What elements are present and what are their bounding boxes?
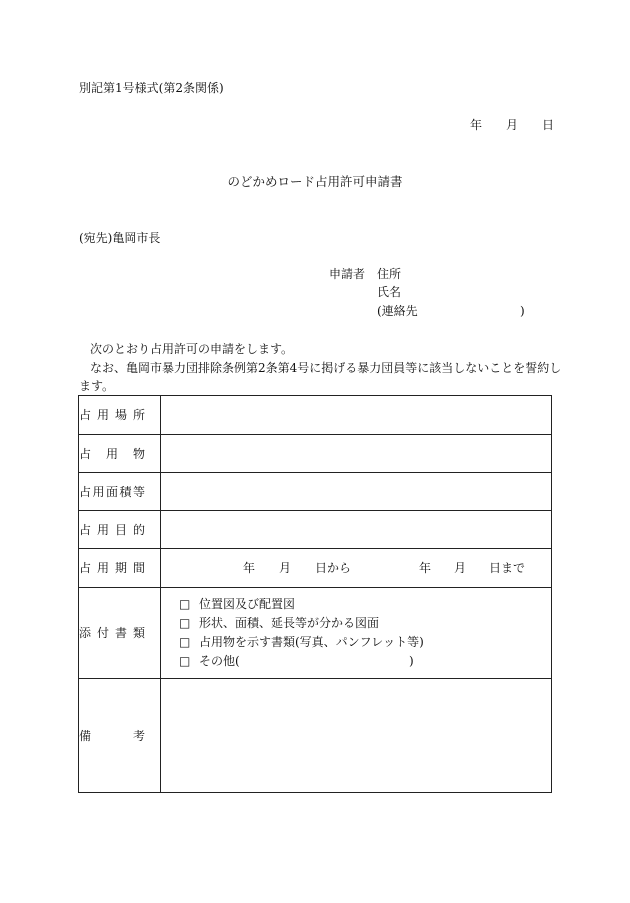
label-char: 添 xyxy=(79,626,92,640)
row-object xyxy=(79,435,552,473)
attachment-item[interactable] xyxy=(179,614,551,633)
period-year-1: 年 xyxy=(243,561,256,575)
checkbox-icon[interactable]: □ xyxy=(179,597,191,611)
label-attachments xyxy=(79,588,161,679)
period-from: 日から xyxy=(315,561,352,575)
value-object[interactable] xyxy=(161,435,552,473)
row-purpose xyxy=(79,511,552,549)
address-label: 住所 xyxy=(377,267,402,281)
row-attachments xyxy=(79,588,552,679)
row-area xyxy=(79,473,552,511)
label-location-text xyxy=(79,409,145,421)
checkbox-icon[interactable]: □ xyxy=(179,635,191,649)
label-char: 書 xyxy=(114,626,127,640)
label-char: 占 xyxy=(79,408,92,422)
contact-close-paren: ) xyxy=(520,304,525,318)
label-object xyxy=(79,435,161,473)
label-purpose xyxy=(79,511,161,549)
form-reference: 別記第1号様式(第2条関係) xyxy=(79,81,224,95)
label-char: 用 xyxy=(96,522,109,537)
label-char: 考 xyxy=(132,728,145,743)
attachment-item[interactable] xyxy=(179,633,551,652)
label-char: 物 xyxy=(132,446,145,461)
addressee: (宛先)亀岡市長 xyxy=(79,231,161,245)
label-char: 付 xyxy=(96,626,109,640)
application-table xyxy=(78,395,552,793)
label-period-text xyxy=(79,562,145,574)
label-char: 面 xyxy=(105,484,118,499)
label-char: 期 xyxy=(114,561,127,575)
value-remarks[interactable] xyxy=(161,679,552,793)
label-char: 所 xyxy=(132,408,145,422)
label-remarks-text xyxy=(79,730,145,742)
date-line xyxy=(470,119,554,131)
label-char: 等 xyxy=(132,484,145,499)
label-char: 的 xyxy=(132,522,145,537)
checkbox-icon[interactable]: □ xyxy=(179,654,191,668)
attachment-label: 形状、面積、延長等が分かる図面 xyxy=(199,616,380,630)
attachment-item[interactable] xyxy=(179,652,551,671)
attachment-label: その他( xyxy=(199,654,240,668)
applicant-label: 申請者 xyxy=(329,267,366,281)
value-area[interactable] xyxy=(161,473,552,511)
intro-line-1: 次のとおり占用許可の申請をします。 xyxy=(90,342,294,356)
value-purpose[interactable] xyxy=(161,511,552,549)
document-title: のどかめロード占用許可申請書 xyxy=(227,174,403,189)
date-day-label: 日 xyxy=(542,118,555,132)
intro-line-3: ます。 xyxy=(79,379,115,393)
label-char: 類 xyxy=(132,626,145,640)
period-year-2: 年 xyxy=(419,561,432,575)
date-month-label: 月 xyxy=(506,118,519,132)
attachment-label: 位置図及び配置図 xyxy=(199,597,296,611)
label-area xyxy=(79,473,161,511)
attachment-label: 占用物を示す書類(写真、パンフレット等) xyxy=(199,635,424,649)
date-year-label: 年 xyxy=(470,118,483,132)
intro-line-2: なお、亀岡市暴力団排除条例第2条第4号に掲げる暴力団員等に該当しないことを誓約し xyxy=(90,361,562,375)
label-char: 占 xyxy=(79,561,92,575)
label-char: 間 xyxy=(132,561,145,575)
label-char: 目 xyxy=(114,522,127,537)
contact-label: (連絡先 xyxy=(377,304,418,318)
period-month-1: 月 xyxy=(279,561,292,575)
label-period xyxy=(79,549,161,588)
label-attachments-text xyxy=(79,627,145,639)
label-purpose-text xyxy=(79,524,145,536)
label-location xyxy=(79,396,161,435)
row-location xyxy=(79,396,552,435)
checkbox-icon[interactable]: □ xyxy=(179,616,191,630)
label-char: 備 xyxy=(79,728,92,743)
attachment-list xyxy=(161,595,551,671)
label-char: 用 xyxy=(105,446,118,461)
label-char: 用 xyxy=(92,484,105,499)
row-remarks xyxy=(79,679,552,793)
name-label: 氏名 xyxy=(377,285,402,299)
row-period xyxy=(79,549,552,588)
label-char: 積 xyxy=(119,484,132,499)
value-attachments xyxy=(161,588,552,679)
label-char: 占 xyxy=(79,484,92,499)
label-char: 占 xyxy=(79,522,92,537)
label-char: 占 xyxy=(79,446,92,461)
period-to: 日まで xyxy=(489,561,526,575)
attachment-item[interactable] xyxy=(179,595,551,614)
value-location[interactable] xyxy=(161,396,552,435)
label-remarks xyxy=(79,679,161,793)
label-object-text xyxy=(79,448,145,460)
label-char: 場 xyxy=(114,408,127,422)
period-month-2: 月 xyxy=(454,561,467,575)
attachment-other-close: ) xyxy=(409,654,414,668)
label-char: 用 xyxy=(96,561,109,575)
value-period[interactable] xyxy=(161,549,552,588)
label-char: 用 xyxy=(96,408,109,422)
label-area-text xyxy=(79,486,145,498)
